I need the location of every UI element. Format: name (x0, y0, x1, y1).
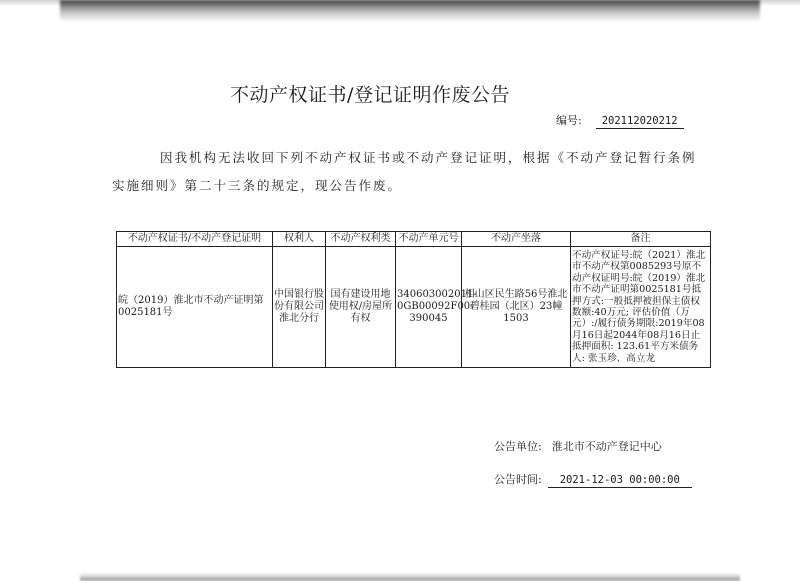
header-right-type: 不动产权利类 (326, 232, 396, 247)
serial-number (556, 112, 684, 129)
scan-shadow-bottom (80, 573, 740, 581)
announcing-authority (494, 438, 662, 454)
cell-holder: 中国银行股份有限公司淮北分行 (273, 247, 326, 368)
notice-paragraph-2: 实施细则》第二十三条的规定，现公告作废。 (112, 178, 403, 193)
scan-shadow-top (60, 0, 760, 22)
time-value: 2021-12-03 00:00:00 (548, 474, 692, 488)
cell-remark: 不动产权证号:皖（2021）淮北市不动产权第0085293号原不动产权证明号:皖（2019）淮北市不动产证明第0025181号抵押方式:一般抵押被担保主债权数额:40万元; 评估价值（万元）:/履行债务期限:2019年08月16日起2044年08月16日止抵押面积: 123.61平方米债务人: 张玉珍、高立龙 (571, 247, 711, 368)
cell-location: 相山区民生路56号淮北碧桂园（北区）23幢1503 (462, 247, 571, 368)
notice-paragraph-1: 因我机构无法收回下列不动产权证书或不动产登记证明，根据《不动产登记暂行条例 (160, 150, 697, 165)
header-unit-no: 不动产单元号 (396, 232, 462, 247)
header-holder: 权利人 (273, 232, 326, 247)
serial-value: 202112020212 (596, 115, 684, 129)
authority-label: 公告单位: (494, 440, 542, 453)
time-label: 公告时间: (494, 473, 542, 486)
cell-certificate: 皖（2019）淮北市不动产证明第0025181号 (117, 247, 273, 368)
announcement-time (494, 471, 692, 488)
header-remark: 备注 (571, 232, 711, 247)
authority-value: 淮北市不动产登记中心 (551, 440, 662, 453)
page-title: 不动产权证书/登记证明作废公告 (230, 84, 510, 106)
cell-unit-no: 340603002011-0GB00092F00-390045 (396, 247, 462, 368)
cell-right-type: 国有建设用地使用权/房屋所有权 (326, 247, 396, 368)
header-location: 不动产坐落 (462, 232, 571, 247)
table-header-row (117, 232, 711, 247)
table-row (117, 247, 711, 368)
serial-label: 编号: (556, 114, 582, 127)
header-certificate: 不动产权证书/不动产登记证明 (117, 232, 273, 247)
revocation-table (116, 231, 711, 368)
